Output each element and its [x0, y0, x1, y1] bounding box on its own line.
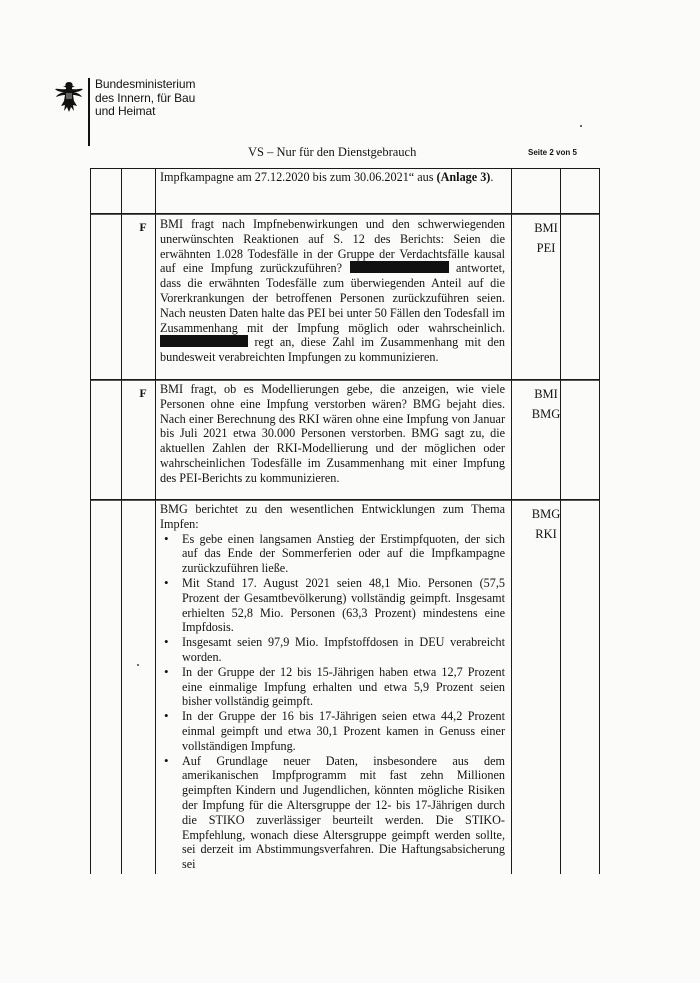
- table-rule: [511, 168, 512, 874]
- table-rule: [90, 500, 600, 501]
- table-rule: [90, 214, 600, 215]
- org-label: BMI: [534, 387, 558, 401]
- row2-letter: F: [139, 220, 147, 234]
- row3-letter: F: [139, 386, 147, 400]
- org-label: BMI: [534, 221, 558, 235]
- row2-orgs: [520, 218, 572, 258]
- letterhead-divider: [88, 78, 90, 146]
- list-item: • Es gebe einen langsamen Anstieg der Erstimpfquoten, der sich auf das Ende der Sommerferien oder auf die Impfkampagne zurückzuführen ließe.: [182, 532, 505, 576]
- ministry-line-2: des Innern, für Bau: [95, 90, 196, 105]
- list-item: • In der Gruppe der 16 bis 17-Jährigen seien etwa 44,2 Prozent einmal geimpft und etwa 30,1 Prozent kamen in Genuss einer vollständigen Impfung.: [182, 709, 505, 753]
- redaction-box: [350, 261, 449, 273]
- table-rule: [90, 168, 600, 169]
- federal-eagle-logo: [54, 80, 84, 114]
- list-item: • In der Gruppe der 12 bis 15-Jährigen haben etwa 12,7 Prozent eine einmalige Impfung erhalten und etwa 5,9 Prozent seien bisher vollständig geimpft.: [182, 665, 505, 709]
- minutes-table: [90, 168, 600, 874]
- list-item: • Mit Stand 17. August 2021 seien 48,1 Mio. Personen (57,5 Prozent der Gesamtbevölkerung) vollständig geimpft. Insgesamt erhielten 52,8 Mio. Personen (63,3 Prozent) mindestens eine Impfdosis.: [182, 576, 505, 635]
- table-rule: [90, 168, 91, 874]
- table-row: [160, 170, 505, 185]
- row1-attachment: (Anlage 3): [436, 170, 491, 184]
- table-row: [160, 382, 505, 486]
- row4-orgs: [520, 504, 572, 544]
- org-label: BMG: [531, 507, 561, 521]
- table-row: [160, 502, 505, 872]
- org-label: PEI: [536, 241, 556, 255]
- org-label: RKI: [535, 527, 557, 541]
- table-rule: [155, 168, 156, 874]
- list-item: • Insgesamt seien 97,9 Mio. Impfstoffdosen in DEU verabreicht worden.: [182, 635, 505, 665]
- row4-intro: BMG berichtet zu den wesentlichen Entwicklungen zum Thema Impfen:: [160, 502, 505, 531]
- row1-period: .: [490, 170, 494, 184]
- scan-speck: [580, 125, 582, 127]
- classification-header: VS – Nur für den Dienstgebrauch: [248, 145, 417, 159]
- row2-answer: antwortet, dass die erwähnten Todesfälle zum überwiegenden Anteil auf die Vorerkrankungen der betroffenen Personen zurückzuführen seien. Nach neusten Daten halte das PEI bei unter 50 Fällen den Todesfall im Zusammenhang mit der Impfung möglich oder wahrscheinlich.: [160, 261, 506, 335]
- ministry-name: [95, 78, 195, 119]
- row2-question: BMI fragt nach Impfnebenwirkungen und den schwerwiegenden unerwünschten Reaktionen auf S. 12 des Berichts: Seien die erwähnten 1.028 Todesfälle in der Gruppe der Verdachtsfälle kausal auf eine Impfung zurückzuführen?: [160, 217, 505, 276]
- row1-text: Impfkampagne am 27.12.2020 bis zum 30.06.2021“ aus: [160, 170, 437, 184]
- row2-suggestion: regt an, diese Zahl im Zusammenhang mit den bundesweit verabreichten Impfungen zu kommunizieren.: [160, 335, 506, 365]
- page-number: Seite 2 von 5: [528, 148, 577, 157]
- row3-text: BMI fragt, ob es Modellierungen gebe, die anzeigen, wie viele Personen ohne eine Impfung verstorben wären? BMG bejaht dies. Nach einer Berechnung des RKI wären ohne eine Impfung von Januar bis Juli 2021 etwa 30.000 Personen verstorben. BMG sagt zu, die aktuellen Zahlen der RKI-Modellierung und der möglichen oder wahrscheinlichen Todesfälle im Zusammenhang mit einer Impfung des PEI-Berichts zu kommunizieren.: [160, 382, 505, 485]
- redaction-box: [160, 335, 248, 347]
- list-item: • Auf Grundlage neuer Daten, insbesondere aus dem amerikanischen Impfprogramm mit fast zehn Millionen geimpften Kindern und Jugendlichen, könnten mögliche Risiken der Impfung für die Altersgruppe der 12- bis 17-Jährigen durch die STIKO zuverlässiger beurteilt werden. Die STIKO-Empfehlung, wonach diese Altersgruppe geimpft werden sollte, sei derzeit im Abstimmungsverfahren. Die Haftungsabsicherung sei: [182, 754, 505, 872]
- ministry-line-3: und Heimat: [95, 104, 156, 118]
- table-row: [160, 217, 505, 365]
- ministry-line-1: Bundesministerium: [95, 77, 196, 91]
- row3-orgs: [520, 384, 572, 424]
- scan-speck: [137, 664, 139, 666]
- row4-bullets: [160, 532, 505, 872]
- table-rule: [599, 168, 600, 874]
- org-label: BMG: [531, 407, 561, 421]
- table-rule: [90, 380, 600, 381]
- table-rule: [121, 168, 122, 874]
